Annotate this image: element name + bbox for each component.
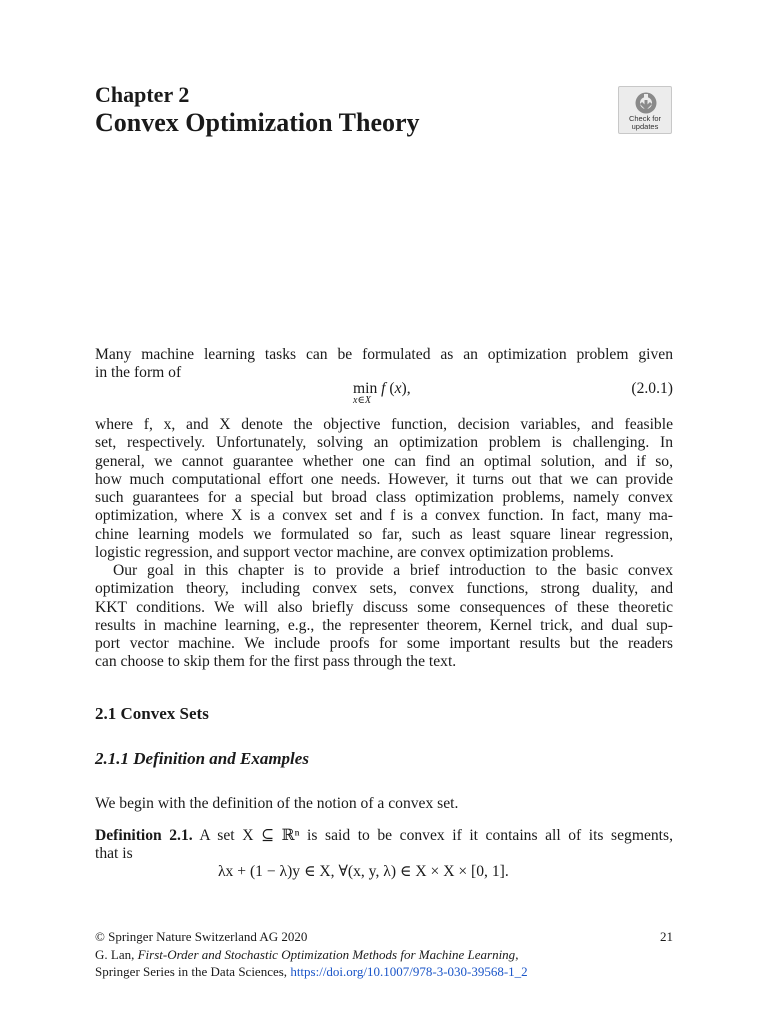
subsection-heading: 2.1.1 Definition and Examples: [95, 749, 309, 768]
text-line: KKT conditions. We will also briefly discuss some consequences of these theoretic: [95, 598, 673, 616]
badge-line-2: updates: [631, 122, 659, 131]
intro-line: Many machine learning tasks can be formulated as an optimization problem given: [95, 346, 673, 363]
text-line: optimization theory, including convex sets, convex functions, strong duality, and: [95, 580, 673, 598]
definition-equation: λx + (1 − λ)y ∈ X, ∀(x, y, λ) ∈ X × X × [0, 1].: [218, 863, 509, 880]
definition-label: Definition 2.1.: [95, 827, 193, 844]
check-for-updates-icon: [634, 91, 658, 115]
equation-expression: min f (x), x∈X: [353, 380, 411, 406]
chapter-title: Convex Optimization Theory: [95, 108, 420, 137]
series-line: [95, 963, 673, 981]
text-line: port vector machine. We include proofs for some important results but the readers: [95, 635, 673, 653]
text-line: how much computational effort one needs. However, it turns out that we can provide: [95, 470, 673, 488]
text-line: results in machine learning, e.g., the representer theorem, Kernel trick, and dual sup-: [95, 616, 673, 634]
definition-line: that is: [95, 845, 133, 863]
text-line: set, respectively. Unfortunately, solving an optimization problem is challenging. In: [95, 434, 673, 452]
citation-punct: ,: [515, 946, 519, 962]
text-line: can choose to skip them for the first pass through the text.: [95, 653, 457, 671]
check-for-updates-badge[interactable]: [618, 86, 672, 134]
text-line: optimization, where X is a convex set and f is a convex function. In fact, many ma-: [95, 507, 673, 525]
intro-paragraph: [95, 346, 673, 383]
begin-text: [95, 795, 673, 813]
text-line: where f, x, and X denote the objective function, decision variables, and feasible: [95, 416, 673, 433]
citation-author: G. Lan,: [95, 946, 138, 962]
badge-line-1: Check for: [628, 114, 662, 123]
chapter-number: Chapter 2: [95, 82, 190, 107]
doi-link[interactable]: https://doi.org/10.1007/978-3-030-39568-1_2: [290, 964, 528, 979]
copyright: © Springer Nature Switzerland AG 2020: [95, 929, 308, 944]
text-line: Our goal in this chapter is to provide a brief introduction to the basic convex: [113, 562, 673, 579]
definition-2-1: [95, 827, 673, 864]
citation: [95, 946, 673, 964]
begin-line: We begin with the definition of the notion of a convex set.: [95, 795, 459, 812]
citation-title: First-Order and Stochastic Optimization Methods for Machine Learning: [137, 946, 516, 962]
page-footer: [95, 928, 673, 981]
equation-2-0-1: [95, 380, 673, 410]
section-heading: 2.1 Convex Sets: [95, 704, 209, 723]
text-line: chine learning models we formulated so far, such as least square linear regression,: [95, 525, 673, 543]
definition-line: [95, 827, 673, 845]
text-line: general, we cannot guarantee whether one can find an optimal solution, and if so,: [95, 452, 673, 470]
paragraph-1: [95, 416, 673, 562]
text-line: such guarantees for a special but broad class optimization problems, namely convex: [95, 489, 673, 507]
equation-number: (2.0.1): [631, 380, 673, 397]
page-number: 21: [660, 929, 673, 944]
series-name: Springer Series in the Data Sciences,: [95, 964, 291, 979]
intro-line: in the form of: [95, 364, 182, 382]
text-line: logistic regression, and support vector machine, are convex optimization problems.: [95, 544, 614, 562]
equation-subscript: x∈X: [353, 395, 371, 406]
paragraph-2: [95, 562, 673, 672]
definition-text: A set X ⊆ ℝⁿ is said to be convex if it contains all of its segments,: [192, 827, 673, 844]
